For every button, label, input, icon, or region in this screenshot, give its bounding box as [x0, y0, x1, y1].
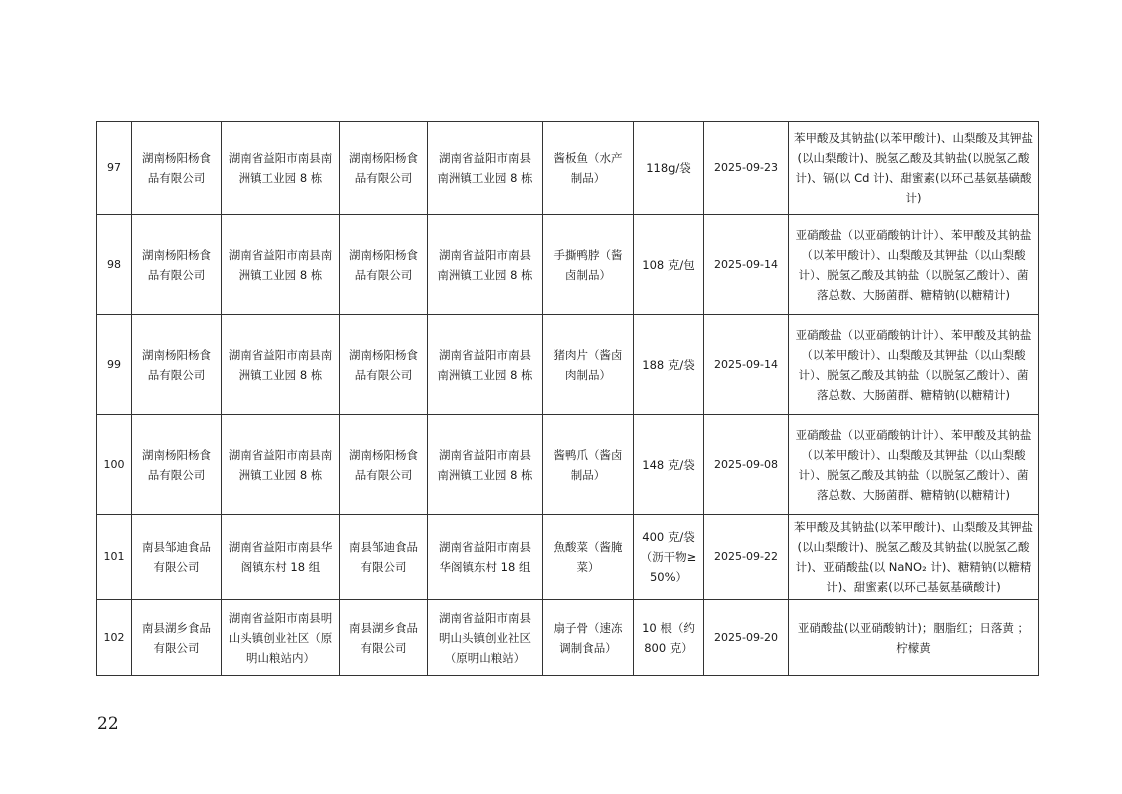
table-row	[97, 315, 1039, 415]
producer-address: 湖南省益阳市南县南洲镇工业园 8 栋	[222, 415, 340, 515]
row-number: 102	[97, 600, 132, 676]
seller-name: 湖南杨阳杨食品有限公司	[340, 315, 428, 415]
table-row	[97, 600, 1039, 676]
producer-address: 湖南省益阳市南县南洲镇工业园 8 栋	[222, 122, 340, 215]
seller-address: 湖南省益阳市南县南洲镇工业园 8 栋	[428, 215, 543, 315]
seller-name: 南县邹迪食品有限公司	[340, 515, 428, 600]
product-name: 酱板鱼（水产制品）	[543, 122, 634, 215]
product-name: 扇子骨（速冻调制食品）	[543, 600, 634, 676]
producer-address: 湖南省益阳市南县华阁镇东村 18 组	[222, 515, 340, 600]
seller-address: 湖南省益阳市南县南洲镇工业园 8 栋	[428, 315, 543, 415]
producer-name: 南县邹迪食品有限公司	[132, 515, 222, 600]
product-spec: 108 克/包	[634, 215, 704, 315]
production-date: 2025-09-14	[704, 315, 789, 415]
product-name: 猪肉片（酱卤肉制品）	[543, 315, 634, 415]
product-spec: 148 克/袋	[634, 415, 704, 515]
seller-name: 湖南杨阳杨食品有限公司	[340, 415, 428, 515]
producer-name: 湖南杨阳杨食品有限公司	[132, 415, 222, 515]
production-date: 2025-09-08	[704, 415, 789, 515]
table-row	[97, 515, 1039, 600]
row-number: 99	[97, 315, 132, 415]
producer-name: 南县湖乡食品有限公司	[132, 600, 222, 676]
seller-name: 湖南杨阳杨食品有限公司	[340, 215, 428, 315]
product-spec: 188 克/袋	[634, 315, 704, 415]
product-name: 酱鸭爪（酱卤制品）	[543, 415, 634, 515]
product-spec: 118g/袋	[634, 122, 704, 215]
producer-name: 湖南杨阳杨食品有限公司	[132, 215, 222, 315]
production-date: 2025-09-22	[704, 515, 789, 600]
inspection-table	[96, 121, 1039, 676]
product-spec: 10 根（约 800 克）	[634, 600, 704, 676]
seller-address: 湖南省益阳市南县明山头镇创业社区（原明山粮站）	[428, 600, 543, 676]
producer-address: 湖南省益阳市南县南洲镇工业园 8 栋	[222, 215, 340, 315]
producer-name: 湖南杨阳杨食品有限公司	[132, 122, 222, 215]
seller-address: 湖南省益阳市南县华阁镇东村 18 组	[428, 515, 543, 600]
table-row	[97, 215, 1039, 315]
test-items: 苯甲酸及其钠盐(以苯甲酸计)、山梨酸及其钾盐(以山梨酸计)、脱氢乙酸及其钠盐(以脱氢乙酸计)、镉(以 Cd 计)、甜蜜素(以环己基氨基磺酸计)	[789, 122, 1039, 215]
product-spec: 400 克/袋（沥干物≥50%）	[634, 515, 704, 600]
row-number: 98	[97, 215, 132, 315]
seller-address: 湖南省益阳市南县南洲镇工业园 8 栋	[428, 122, 543, 215]
table-row	[97, 122, 1039, 215]
test-items: 亚硝酸盐（以亚硝酸钠计计）、苯甲酸及其钠盐（以苯甲酸计）、山梨酸及其钾盐（以山梨酸计）、脱氢乙酸及其钠盐（以脱氢乙酸计）、菌落总数、大肠菌群、糖精钠(以糖精计)	[789, 315, 1039, 415]
seller-name: 南县湖乡食品有限公司	[340, 600, 428, 676]
seller-name: 湖南杨阳杨食品有限公司	[340, 122, 428, 215]
test-items: 亚硝酸盐（以亚硝酸钠计计）、苯甲酸及其钠盐（以苯甲酸计）、山梨酸及其钾盐（以山梨酸计）、脱氢乙酸及其钠盐（以脱氢乙酸计）、菌落总数、大肠菌群、糖精钠(以糖精计)	[789, 415, 1039, 515]
test-items: 亚硝酸盐（以亚硝酸钠计计）、苯甲酸及其钠盐（以苯甲酸计）、山梨酸及其钾盐（以山梨酸计）、脱氢乙酸及其钠盐（以脱氢乙酸计）、菌落总数、大肠菌群、糖精钠(以糖精计)	[789, 215, 1039, 315]
production-date: 2025-09-20	[704, 600, 789, 676]
producer-address: 湖南省益阳市南县明山头镇创业社区（原明山粮站内）	[222, 600, 340, 676]
producer-address: 湖南省益阳市南县南洲镇工业园 8 栋	[222, 315, 340, 415]
producer-name: 湖南杨阳杨食品有限公司	[132, 315, 222, 415]
seller-address: 湖南省益阳市南县南洲镇工业园 8 栋	[428, 415, 543, 515]
production-date: 2025-09-23	[704, 122, 789, 215]
row-number: 100	[97, 415, 132, 515]
product-name: 手撕鸭脖（酱卤制品）	[543, 215, 634, 315]
table-row	[97, 415, 1039, 515]
page-number: 22	[97, 714, 119, 734]
row-number: 97	[97, 122, 132, 215]
row-number: 101	[97, 515, 132, 600]
product-name: 魚酸菜（酱腌菜）	[543, 515, 634, 600]
production-date: 2025-09-14	[704, 215, 789, 315]
test-items: 亚硝酸盐(以亚硝酸钠计)；胭脂红；日落黄 ；柠檬黄	[789, 600, 1039, 676]
test-items: 苯甲酸及其钠盐(以苯甲酸计)、山梨酸及其钾盐(以山梨酸计)、脱氢乙酸及其钠盐(以脱氢乙酸计)、亚硝酸盐(以 NaNO₂ 计)、糖精钠(以糖精计)、甜蜜素(以环己基氨基磺酸计)	[789, 515, 1039, 600]
